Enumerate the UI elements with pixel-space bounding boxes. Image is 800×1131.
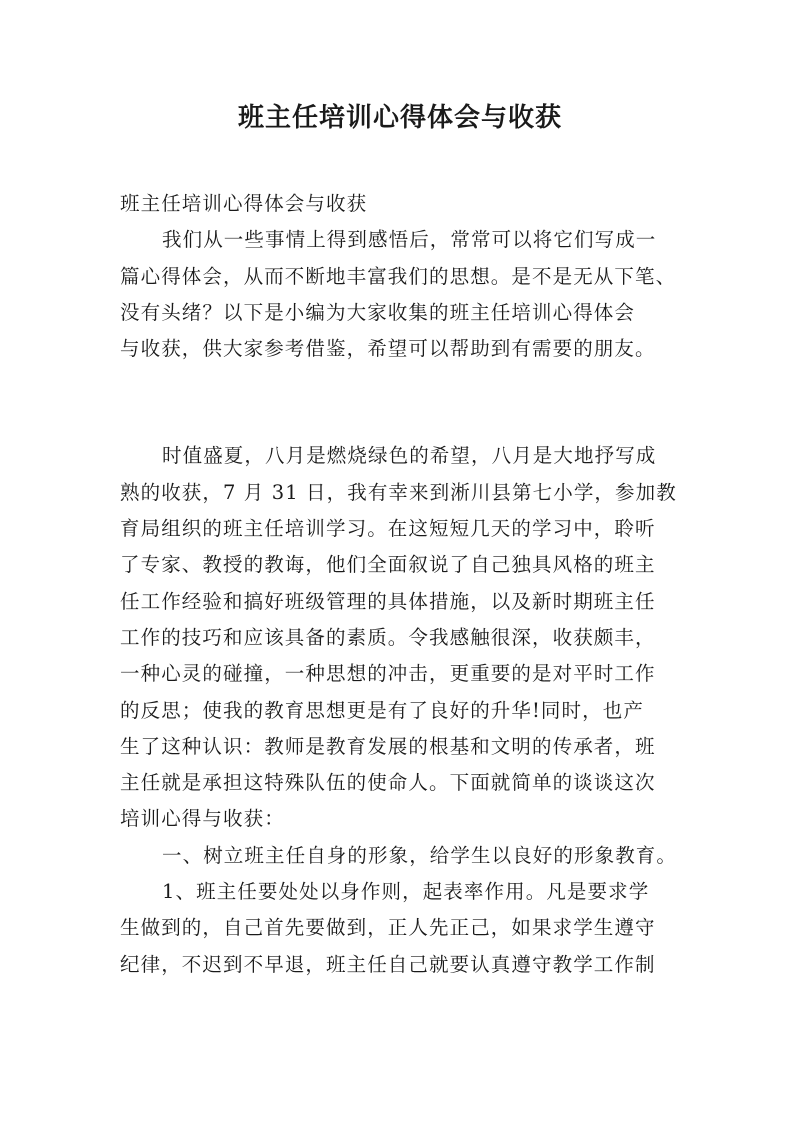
body-line: 熟的收获，7 月 31 日，我有幸来到淅川县第七小学，参加教 xyxy=(120,480,677,504)
body-line: 任工作经验和搞好班级管理的具体措施，以及新时期班主任 xyxy=(120,589,656,613)
body-line: 的反思；使我的教育思想更是有了良好的升华!同时，也产 xyxy=(120,698,644,722)
point-line: 生做到的，自己首先要做到，正人先正己，如果求学生遵守 xyxy=(120,916,656,940)
body-line: 主任就是承担这特殊队伍的使命人。下面就简单的谈谈这次 xyxy=(120,771,656,795)
section-heading: 一、树立班主任自身的形象，给学生以良好的形象教育。 xyxy=(162,843,678,867)
body-line: 育局组织的班主任培训学习。在这短短几天的学习中，聆听 xyxy=(120,517,656,541)
intro-line: 与收获，供大家参考借鉴，希望可以帮助到有需要的朋友。 xyxy=(120,337,656,361)
body-line: 工作的技巧和应该具备的素质。令我感触很深，收获颇丰， xyxy=(120,625,656,649)
body-line: 培训心得与收获： xyxy=(120,807,285,831)
document-body xyxy=(120,186,690,983)
intro-line: 篇心得体会，从而不断地丰富我们的思想。是不是无从下笔、 xyxy=(120,264,677,288)
body-line: 一种心灵的碰撞，一种思想的冲击，更重要的是对平时工作 xyxy=(120,662,656,686)
document-title: 班主任培训心得体会与收获 xyxy=(237,103,562,133)
subtitle-line: 班主任培训心得体会与收获 xyxy=(120,192,368,215)
point-line: 纪律，不迟到不早退，班主任自己就要认真遵守教学工作制 xyxy=(120,952,656,976)
body-line: 了专家、教授的教诲，他们全面叙说了自己独具风格的班主 xyxy=(120,553,656,577)
intro-line: 没有头绪？以下是小编为大家收集的班主任培训心得体会 xyxy=(120,300,636,324)
point-line: 1、班主任要处处以身作则，起表率作用。凡是要求学 xyxy=(162,880,650,904)
intro-line: 我们从一些事情上得到感悟后，常常可以将它们写成一 xyxy=(162,228,657,252)
body-line: 时值盛夏，八月是燃烧绿色的希望，八月是大地抒写成 xyxy=(162,444,657,468)
body-line: 生了这种认识：教师是教育发展的根基和文明的传承者，班 xyxy=(120,734,656,758)
paragraph-gap xyxy=(120,367,690,438)
